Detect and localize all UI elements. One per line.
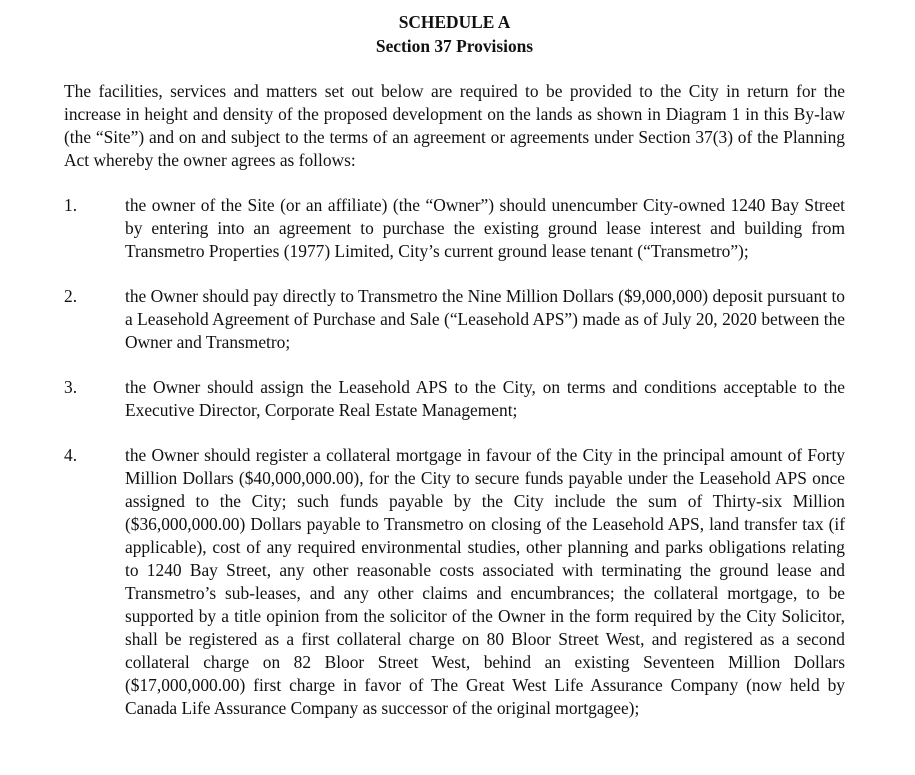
- list-item: [64, 194, 845, 263]
- list-item-number: 1.: [64, 195, 78, 215]
- list-item-number: 4.: [64, 445, 78, 465]
- list-item: [64, 285, 845, 354]
- list-item-number: 2.: [64, 286, 78, 306]
- list-item-text: the Owner should register a collateral mortgage in favour of the City in the principal amount of Forty Million Dollars ($40,000,000.00), for the City to secure funds payable under the Leasehold APS once assigned to the City; such funds payable by the City include the sum of Thirty-six Million ($36,000,000.00) Dollars payable to Transmetro on closing of the Leasehold APS, land transfer tax (if applicable), cost of any required environmental studies, other planning and parks obligations relating to 1240 Bay Street, any other reasonable costs associated with terminating the ground lease and Transmetro’s sub-leases, and any other claims and encumbrances; the collateral mortgage, to be supported by a title opinion from the solicitor of the Owner in the form required by the City Solicitor, shall be registered as a first collateral charge on 80 Bloor Street West, and registered as a second collateral charge on 82 Bloor Street West, behind an existing Seventeen Million Dollars ($17,000,000.00) first charge in favor of The Great West Life Assurance Company (now held by Canada Life Assurance Company as successor of the original mortgagee);: [125, 445, 845, 718]
- list-item-text: the owner of the Site (or an affiliate) (the “Owner”) should unencumber City-owned 1240 Bay Street by entering into an agreement to purchase the existing ground lease interest and building from Transmetro Properties (1977) Limited, City’s current ground lease tenant (“Transmetro”);: [125, 195, 845, 261]
- list-item-text: the Owner should assign the Leasehold APS to the City, on terms and conditions acceptable to the Executive Director, Corporate Real Estate Management;: [125, 377, 845, 420]
- list-item: [64, 376, 845, 422]
- schedule-subtitle: Section 37 Provisions: [375, 36, 534, 56]
- list-item: [64, 444, 845, 720]
- schedule-title: SCHEDULE A: [398, 12, 511, 32]
- list-item-number: 3.: [64, 377, 78, 397]
- intro-paragraph: The facilities, services and matters set out below are required to be provided to the City in return for the increase in height and density of the proposed development on the lands as shown in Diagram 1 in this By-law (the “Site”) and on and subject to the terms of an agreement or agreements under Section 37(3) of the Planning Act whereby the owner agrees as follows:: [64, 81, 845, 170]
- list-item-text: the Owner should pay directly to Transmetro the Nine Million Dollars ($9,000,000) deposit pursuant to a Leasehold Agreement of Purchase and Sale (“Leasehold APS”) made as of July 20, 2020 between the Owner and Transmetro;: [125, 286, 845, 352]
